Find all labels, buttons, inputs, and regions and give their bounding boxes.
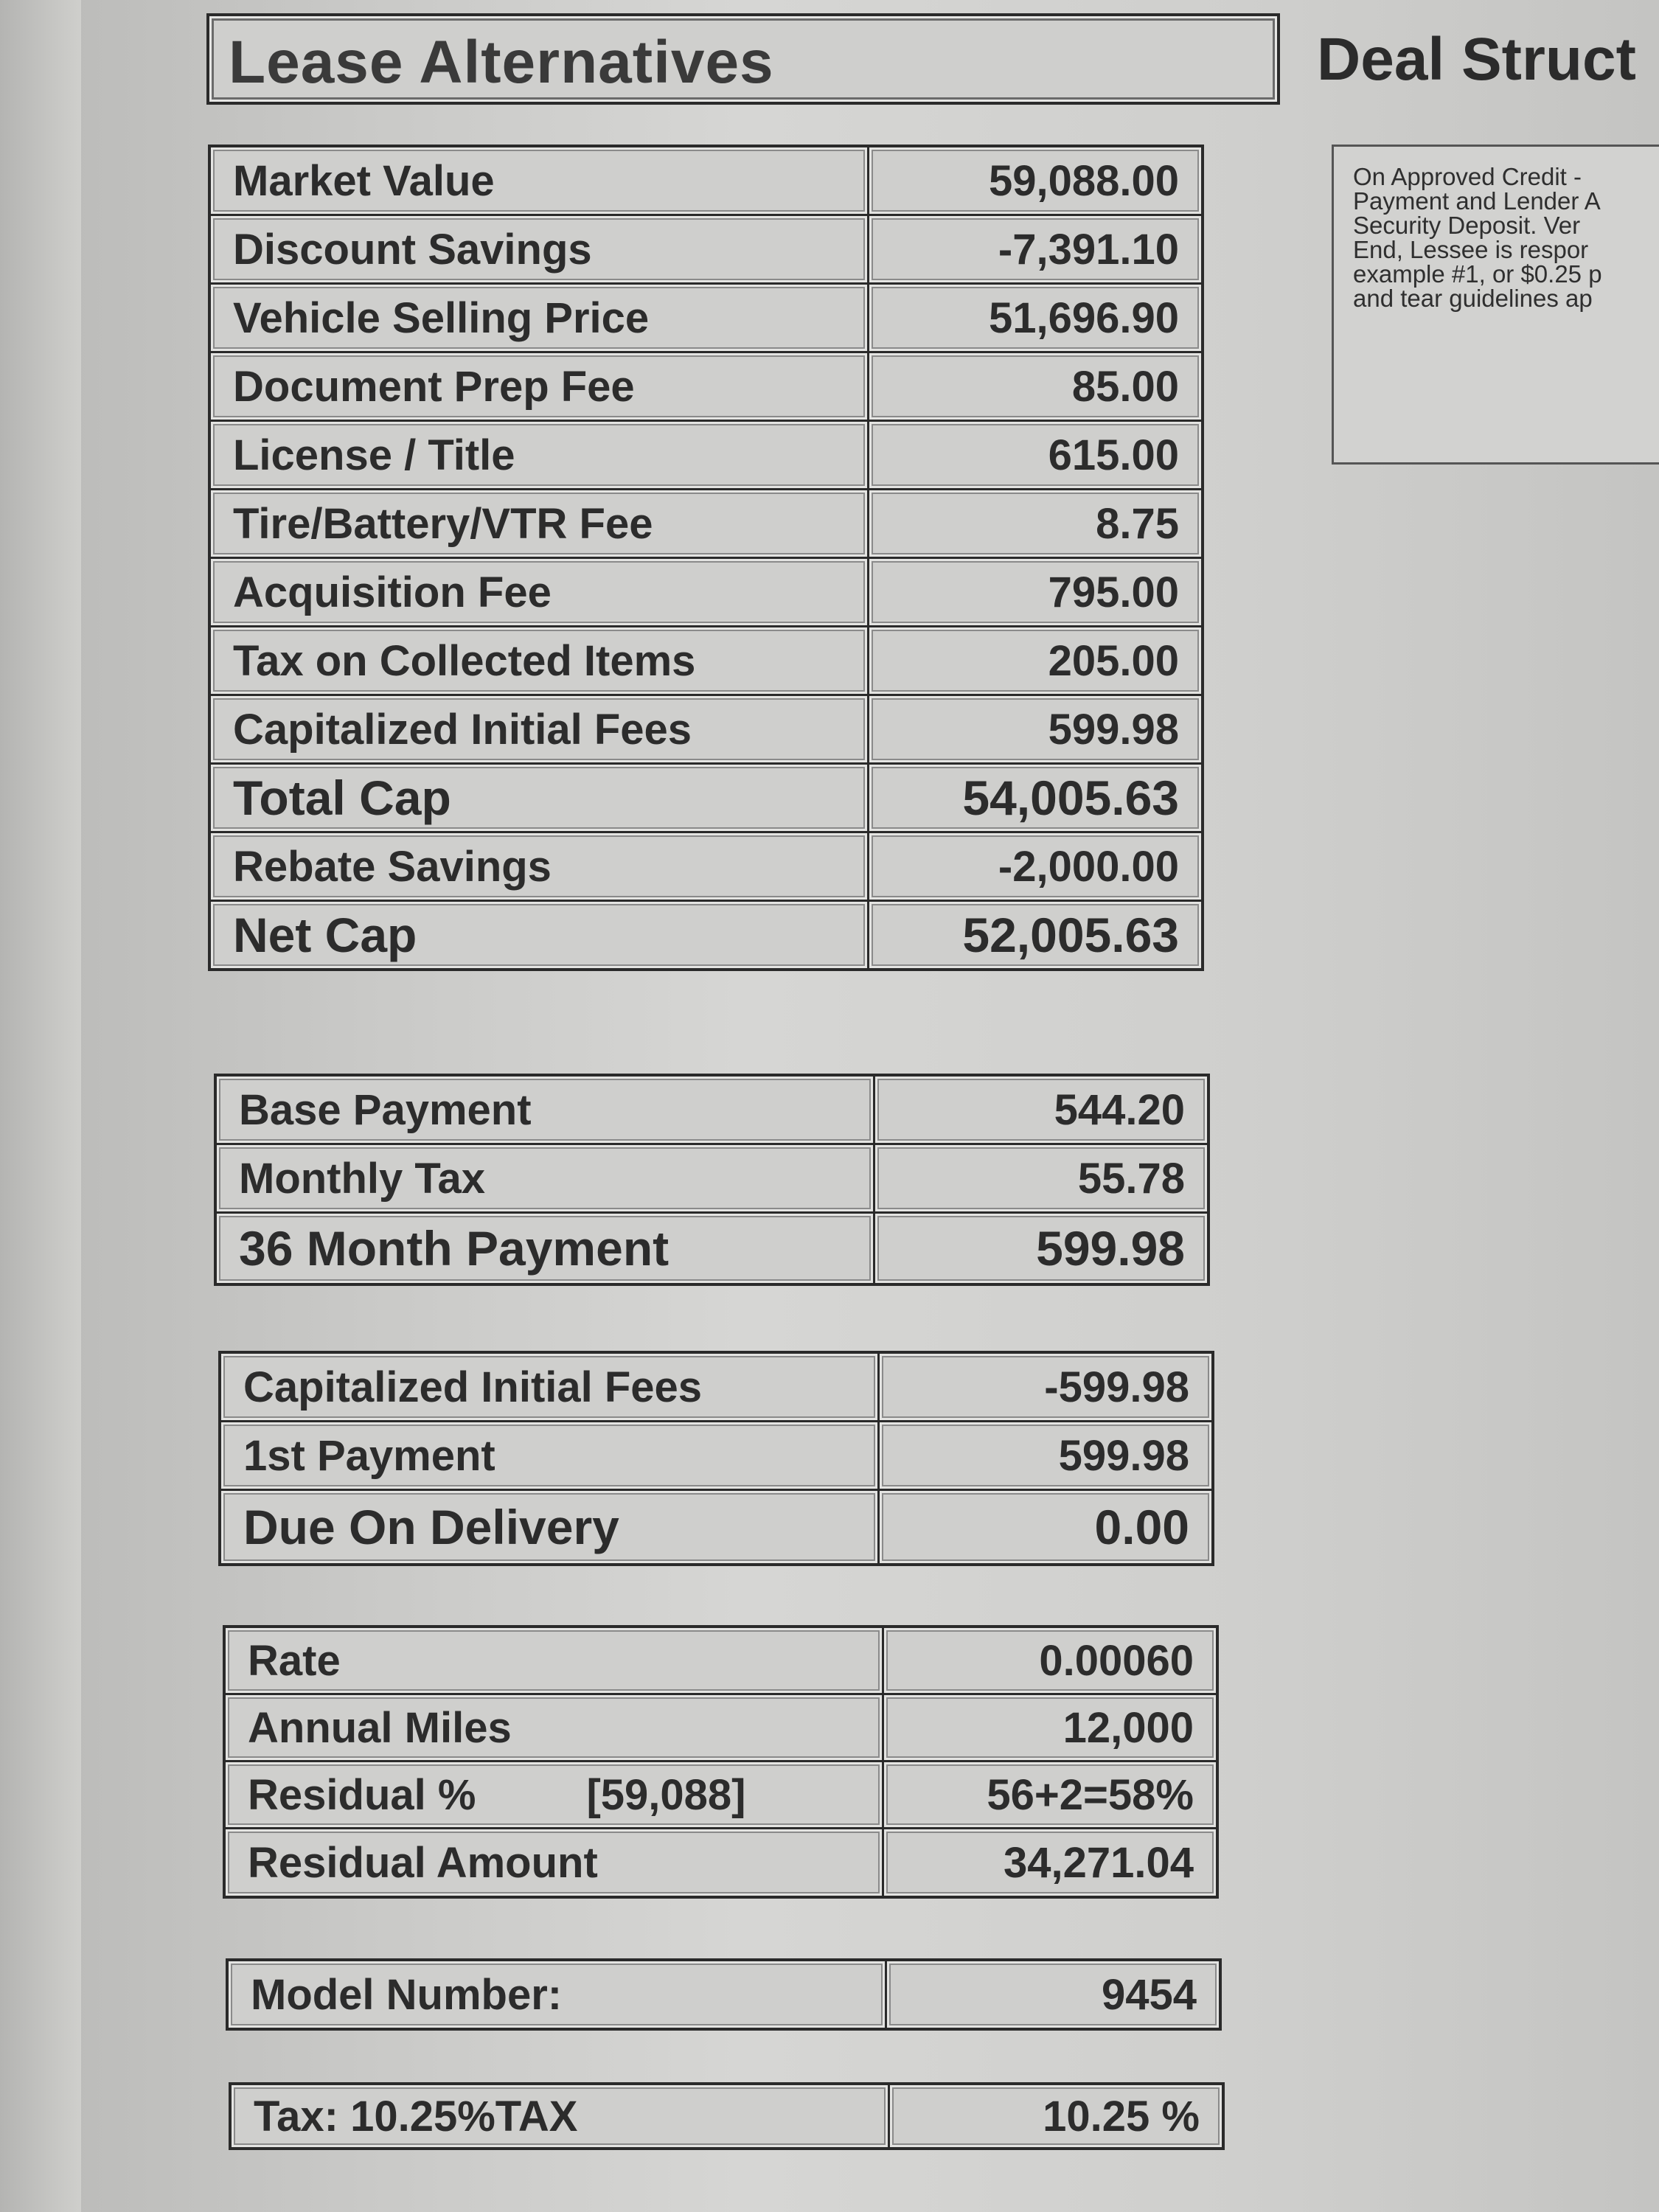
table-row: [215, 1075, 1208, 1144]
doc-prep-fee-value: 85.00: [869, 352, 1203, 421]
table-row: [215, 1213, 1208, 1285]
deal-structure-line: example #1, or $0.25 p: [1353, 260, 1602, 288]
payment-table: [214, 1074, 1210, 1286]
table-row: [209, 832, 1203, 901]
residual-amount-label: Residual Amount: [224, 1829, 883, 1898]
tax-table: [229, 2082, 1225, 2150]
rate-table: [223, 1625, 1219, 1899]
table-row: [227, 1960, 1220, 2029]
residual-percent-cell: [224, 1761, 883, 1829]
first-payment-label: 1st Payment: [220, 1422, 879, 1490]
deal-structure-title: Deal Struct: [1317, 26, 1636, 93]
discount-savings-value: -7,391.10: [869, 215, 1203, 284]
lease-alternatives-header: [206, 13, 1280, 105]
doc-prep-fee-label: Document Prep Fee: [209, 352, 869, 421]
model-number-label: Model Number:: [227, 1960, 886, 2029]
residual-base-note: [59,088]: [586, 1770, 746, 1819]
deal-structure-line: End, Lessee is respor: [1353, 236, 1589, 263]
deal-structure-line: Payment and Lender A: [1353, 187, 1601, 215]
market-value-value: 59,088.00: [869, 146, 1203, 215]
table-row: [215, 1144, 1208, 1213]
first-payment-value: 599.98: [879, 1422, 1214, 1490]
table-row: [209, 695, 1203, 764]
delivery-table: [218, 1351, 1214, 1566]
model-number-table: [226, 1958, 1222, 2031]
rebate-savings-value: -2,000.00: [869, 832, 1203, 901]
market-value-label: Market Value: [209, 146, 869, 215]
acquisition-fee-label: Acquisition Fee: [209, 558, 869, 627]
deal-structure-line: and tear guidelines ap: [1353, 285, 1593, 312]
table-row: [224, 1829, 1217, 1898]
table-row: [209, 901, 1203, 970]
due-on-delivery-value: 0.00: [879, 1490, 1214, 1565]
table-row: [209, 490, 1203, 558]
page-title: Lease Alternatives: [229, 29, 774, 96]
tax-value: 10.25 %: [889, 2084, 1224, 2149]
table-row: [209, 284, 1203, 352]
table-row: [220, 1422, 1213, 1490]
table-row: [230, 2084, 1223, 2149]
monthly-tax-label: Monthly Tax: [215, 1144, 874, 1213]
delivery-cap-fees-value: -599.98: [879, 1352, 1214, 1422]
table-row: [209, 215, 1203, 284]
tax-collected-value: 205.00: [869, 627, 1203, 695]
due-on-delivery-label: Due On Delivery: [220, 1490, 879, 1565]
model-number-value: 9454: [886, 1960, 1221, 2029]
deal-structure-line: Security Deposit. Ver: [1353, 212, 1581, 239]
rate-label: Rate: [224, 1627, 883, 1694]
discount-savings-label: Discount Savings: [209, 215, 869, 284]
tire-battery-fee-value: 8.75: [869, 490, 1203, 558]
base-payment-value: 544.20: [874, 1075, 1209, 1144]
deal-structure-line: On Approved Credit -: [1353, 163, 1582, 190]
table-row: [224, 1694, 1217, 1761]
acquisition-fee-value: 795.00: [869, 558, 1203, 627]
table-row: [224, 1627, 1217, 1694]
tire-battery-fee-label: Tire/Battery/VTR Fee: [209, 490, 869, 558]
month-payment-label: 36 Month Payment: [215, 1213, 874, 1285]
residual-percent-label: Residual %: [248, 1770, 476, 1819]
total-cap-value: 54,005.63: [869, 764, 1203, 832]
monthly-tax-value: 55.78: [874, 1144, 1209, 1213]
table-row: [209, 627, 1203, 695]
annual-miles-value: 12,000: [883, 1694, 1218, 1761]
selling-price-value: 51,696.90: [869, 284, 1203, 352]
cap-cost-table: [208, 145, 1204, 971]
selling-price-label: Vehicle Selling Price: [209, 284, 869, 352]
residual-amount-value: 34,271.04: [883, 1829, 1218, 1898]
rebate-savings-label: Rebate Savings: [209, 832, 869, 901]
annual-miles-label: Annual Miles: [224, 1694, 883, 1761]
cap-initial-fees-value: 599.98: [869, 695, 1203, 764]
cap-initial-fees-label: Capitalized Initial Fees: [209, 695, 869, 764]
table-row: [209, 146, 1203, 215]
net-cap-label: Net Cap: [209, 901, 869, 970]
tax-label: Tax: 10.25%TAX: [230, 2084, 889, 2149]
table-row: [209, 421, 1203, 490]
table-row: [209, 764, 1203, 832]
delivery-cap-fees-label: Capitalized Initial Fees: [220, 1352, 879, 1422]
total-cap-label: Total Cap: [209, 764, 869, 832]
monitor-bezel: [0, 0, 81, 2212]
table-row: [209, 558, 1203, 627]
month-payment-value: 599.98: [874, 1213, 1209, 1285]
base-payment-label: Base Payment: [215, 1075, 874, 1144]
table-row: [209, 352, 1203, 421]
residual-percent-value: 56+2=58%: [883, 1761, 1218, 1829]
license-title-label: License / Title: [209, 421, 869, 490]
table-row: [220, 1490, 1213, 1565]
tax-collected-label: Tax on Collected Items: [209, 627, 869, 695]
license-title-value: 615.00: [869, 421, 1203, 490]
rate-value: 0.00060: [883, 1627, 1218, 1694]
net-cap-value: 52,005.63: [869, 901, 1203, 970]
deal-structure-box: [1332, 145, 1659, 465]
table-row: [220, 1352, 1213, 1422]
table-row: [224, 1761, 1217, 1829]
